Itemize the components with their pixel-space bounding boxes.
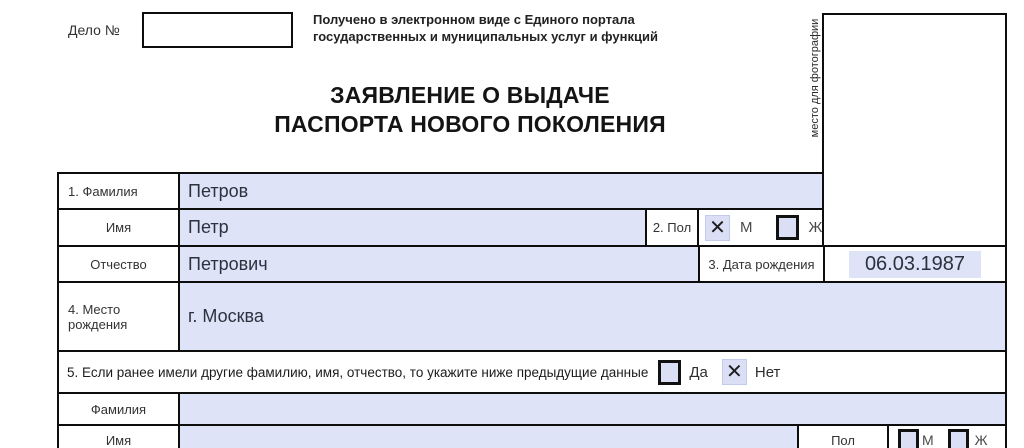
form-title — [240, 81, 700, 139]
previous-sex-female-label: Ж — [974, 432, 988, 448]
given-name-field[interactable] — [178, 208, 647, 247]
previous-sex-label: Пол — [797, 424, 889, 448]
sex-male-checkbox[interactable] — [705, 215, 730, 241]
birth-place-label: 4. Место рождения — [57, 281, 180, 352]
sex-male-label: М — [740, 219, 753, 236]
previous-names-question-label: 5. Если ранее имели другие фамилию, имя, отчество, то укажите ниже предыдущие данные — [67, 364, 649, 380]
surname-value: Петров — [188, 180, 249, 201]
patronymic-value: Петрович — [188, 253, 268, 274]
sex-female-label: Ж — [808, 219, 823, 236]
birth-place-value: г. Москва — [188, 306, 264, 326]
previous-surname-field[interactable] — [178, 392, 1007, 426]
previous-names-no-checkbox[interactable] — [722, 359, 747, 385]
surname-field[interactable] — [178, 172, 824, 210]
previous-names-yes-label: Да — [689, 363, 708, 381]
photo-placeholder-box — [822, 13, 1007, 247]
surname-label: 1. Фамилия — [57, 172, 180, 210]
previous-sex-male-label: М — [922, 432, 934, 448]
received-note — [313, 12, 703, 45]
birth-place-field[interactable] — [178, 281, 1007, 352]
form-title-line2: ПАСПОРТА НОВОГО ПОКОЛЕНИЯ — [274, 111, 666, 137]
previous-names-no-label: Нет — [754, 363, 781, 381]
previous-given-name-field[interactable] — [178, 424, 799, 448]
case-number-label: Дело № — [68, 22, 120, 38]
birth-date-field[interactable] — [823, 245, 1007, 283]
x-mark-icon: ✕ — [709, 216, 726, 239]
previous-sex-female-checkbox[interactable] — [948, 429, 969, 448]
birth-date-value: 06.03.1987 — [849, 251, 981, 278]
previous-sex-checkbox-group — [887, 424, 1007, 448]
received-note-line2: государственных и муниципальных услуг и функций — [313, 28, 658, 44]
previous-sex-male-checkbox[interactable] — [898, 429, 919, 448]
previous-names-yes-checkbox[interactable] — [658, 360, 681, 385]
sex-label: 2. Пол — [645, 208, 699, 247]
previous-surname-label: Фамилия — [57, 392, 180, 426]
given-name-value: Петр — [188, 217, 229, 237]
x-mark-icon: ✕ — [725, 361, 743, 383]
case-number-field[interactable] — [142, 12, 293, 48]
birth-date-label: 3. Дата рождения — [698, 245, 825, 283]
patronymic-field[interactable] — [178, 245, 700, 283]
previous-given-name-label: Имя — [57, 424, 180, 448]
previous-names-question-row — [57, 350, 1007, 394]
sex-female-checkbox[interactable] — [776, 215, 799, 240]
photo-placeholder-caption: место для фотографии — [809, 18, 821, 138]
received-note-line1: Получено в электронном виде с Единого портала — [313, 12, 635, 27]
form-title-line1: ЗАЯВЛЕНИЕ О ВЫДАЧЕ — [330, 82, 610, 108]
patronymic-label: Отчество — [57, 245, 180, 283]
sex-checkbox-group — [697, 208, 824, 247]
given-name-label: Имя — [57, 208, 180, 247]
